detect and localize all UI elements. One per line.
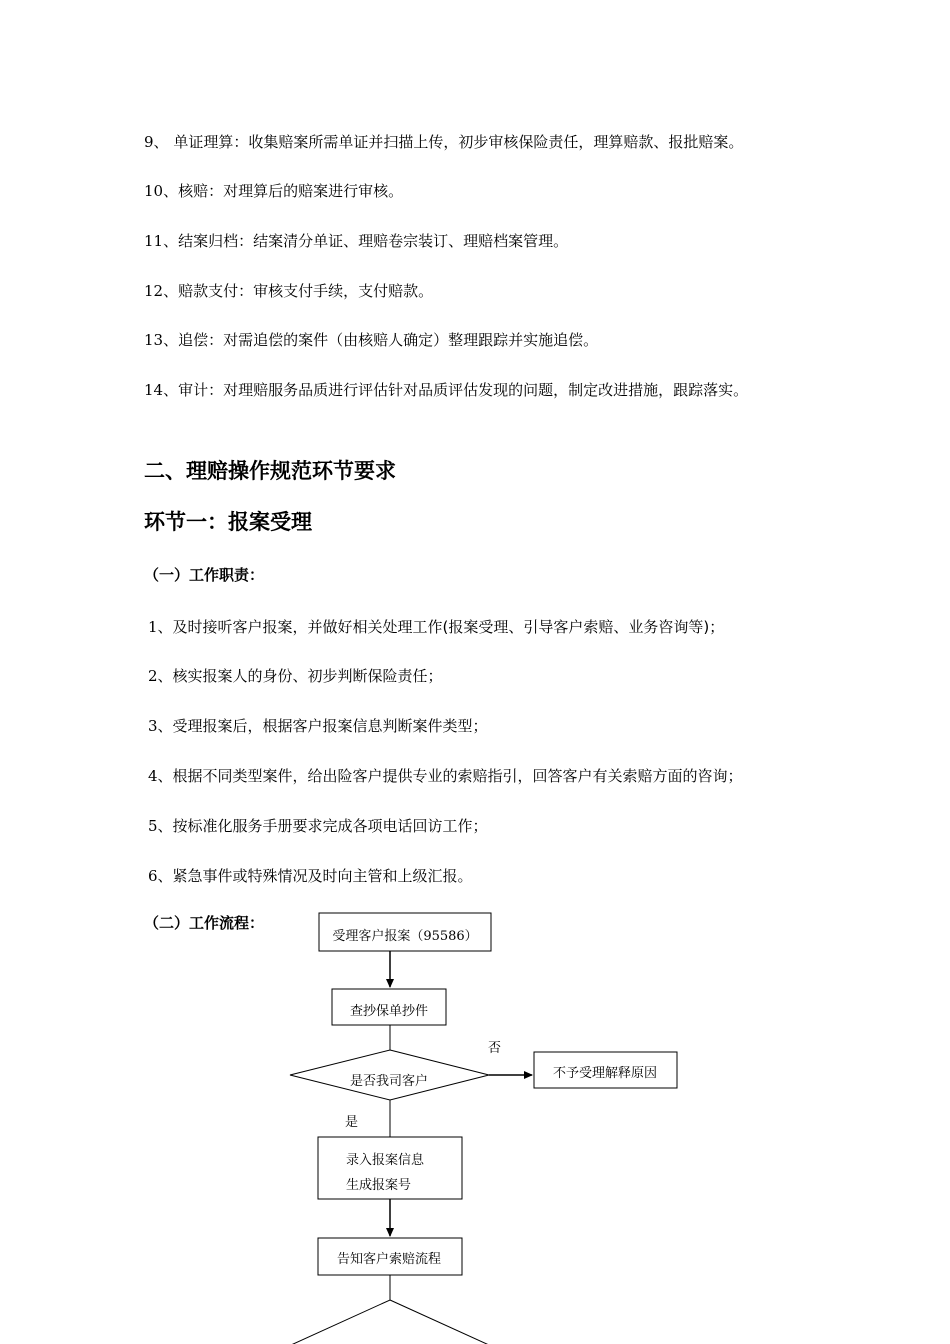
list-text: 结案归档：结案清分单证、理赔卷宗装订、理赔档案管理。 xyxy=(178,232,569,250)
flow-yes-label: 是 xyxy=(345,1115,359,1130)
flow-decision-next xyxy=(280,1300,500,1344)
list-number: 3、 xyxy=(148,717,173,735)
list-number: 10、 xyxy=(144,182,179,200)
list-number: 9、 xyxy=(144,133,169,151)
list-text: 根据不同类型案件，给出险客户提供专业的索赔指引，回答客户有关索赔方面的咨询； xyxy=(172,767,743,785)
flow-decision-label: 是否我司客户 xyxy=(349,1074,429,1089)
list-text: 单证理算：收集赔案所需单证并扫描上传，初步审核保险责任，理算赔款、报批赔案。 xyxy=(168,133,744,151)
list-text: 核赔：对理算后的赔案进行审核。 xyxy=(178,182,404,200)
flow-box-policy-label: 查抄保单抄件 xyxy=(349,1004,429,1019)
list-number: 12、 xyxy=(144,282,179,300)
list-text: 追偿：对需追偿的案件（由核赔人确定）整理跟踪并实施追偿。 xyxy=(178,331,599,349)
section-title: 二、理赔操作规范环节要求 xyxy=(144,459,396,483)
flow-title: （二）工作流程： xyxy=(144,914,265,932)
list-number: 2、 xyxy=(148,667,173,685)
list-number: 1、 xyxy=(148,618,173,636)
flow-box-reject-label: 不予受理解释原因 xyxy=(552,1066,658,1081)
list-number: 5、 xyxy=(148,817,173,835)
flow-box-record-line1: 录入报案信息 xyxy=(346,1153,425,1168)
list-number: 13、 xyxy=(144,331,179,349)
list-text: 审计：对理赔服务品质进行评估针对品质评估发现的问题，制定改进措施，跟踪落实。 xyxy=(178,381,749,399)
list-text: 赔款支付：审核支付手续，支付赔款。 xyxy=(178,282,434,300)
duties-title: （一）工作职责： xyxy=(144,566,265,584)
list-number: 11、 xyxy=(144,232,179,250)
flow-box-inform-label: 告知客户索赔流程 xyxy=(336,1252,442,1267)
flow-box-record-line2: 生成报案号 xyxy=(346,1178,412,1193)
list-text: 受理报案后，根据客户报案信息判断案件类型； xyxy=(172,717,488,735)
list-text: 核实报案人的身份、初步判断保险责任； xyxy=(172,667,443,685)
list-number: 4、 xyxy=(148,767,173,785)
list-text: 及时接听客户报案，并做好相关处理工作(报案受理、引导客户索赔、业务咨询等)； xyxy=(172,618,725,636)
list-text: 紧急事件或特殊情况及时向主管和上级汇报。 xyxy=(172,867,473,885)
stage-title: 环节一：报案受理 xyxy=(144,510,312,534)
list-number: 6、 xyxy=(148,867,173,885)
list-text: 按标准化服务手册要求完成各项电话回访工作； xyxy=(172,817,488,835)
flow-no-label: 否 xyxy=(488,1041,502,1056)
list-number: 14、 xyxy=(144,381,179,399)
flow-box-report-label: 受理客户报案（95586） xyxy=(332,929,478,944)
